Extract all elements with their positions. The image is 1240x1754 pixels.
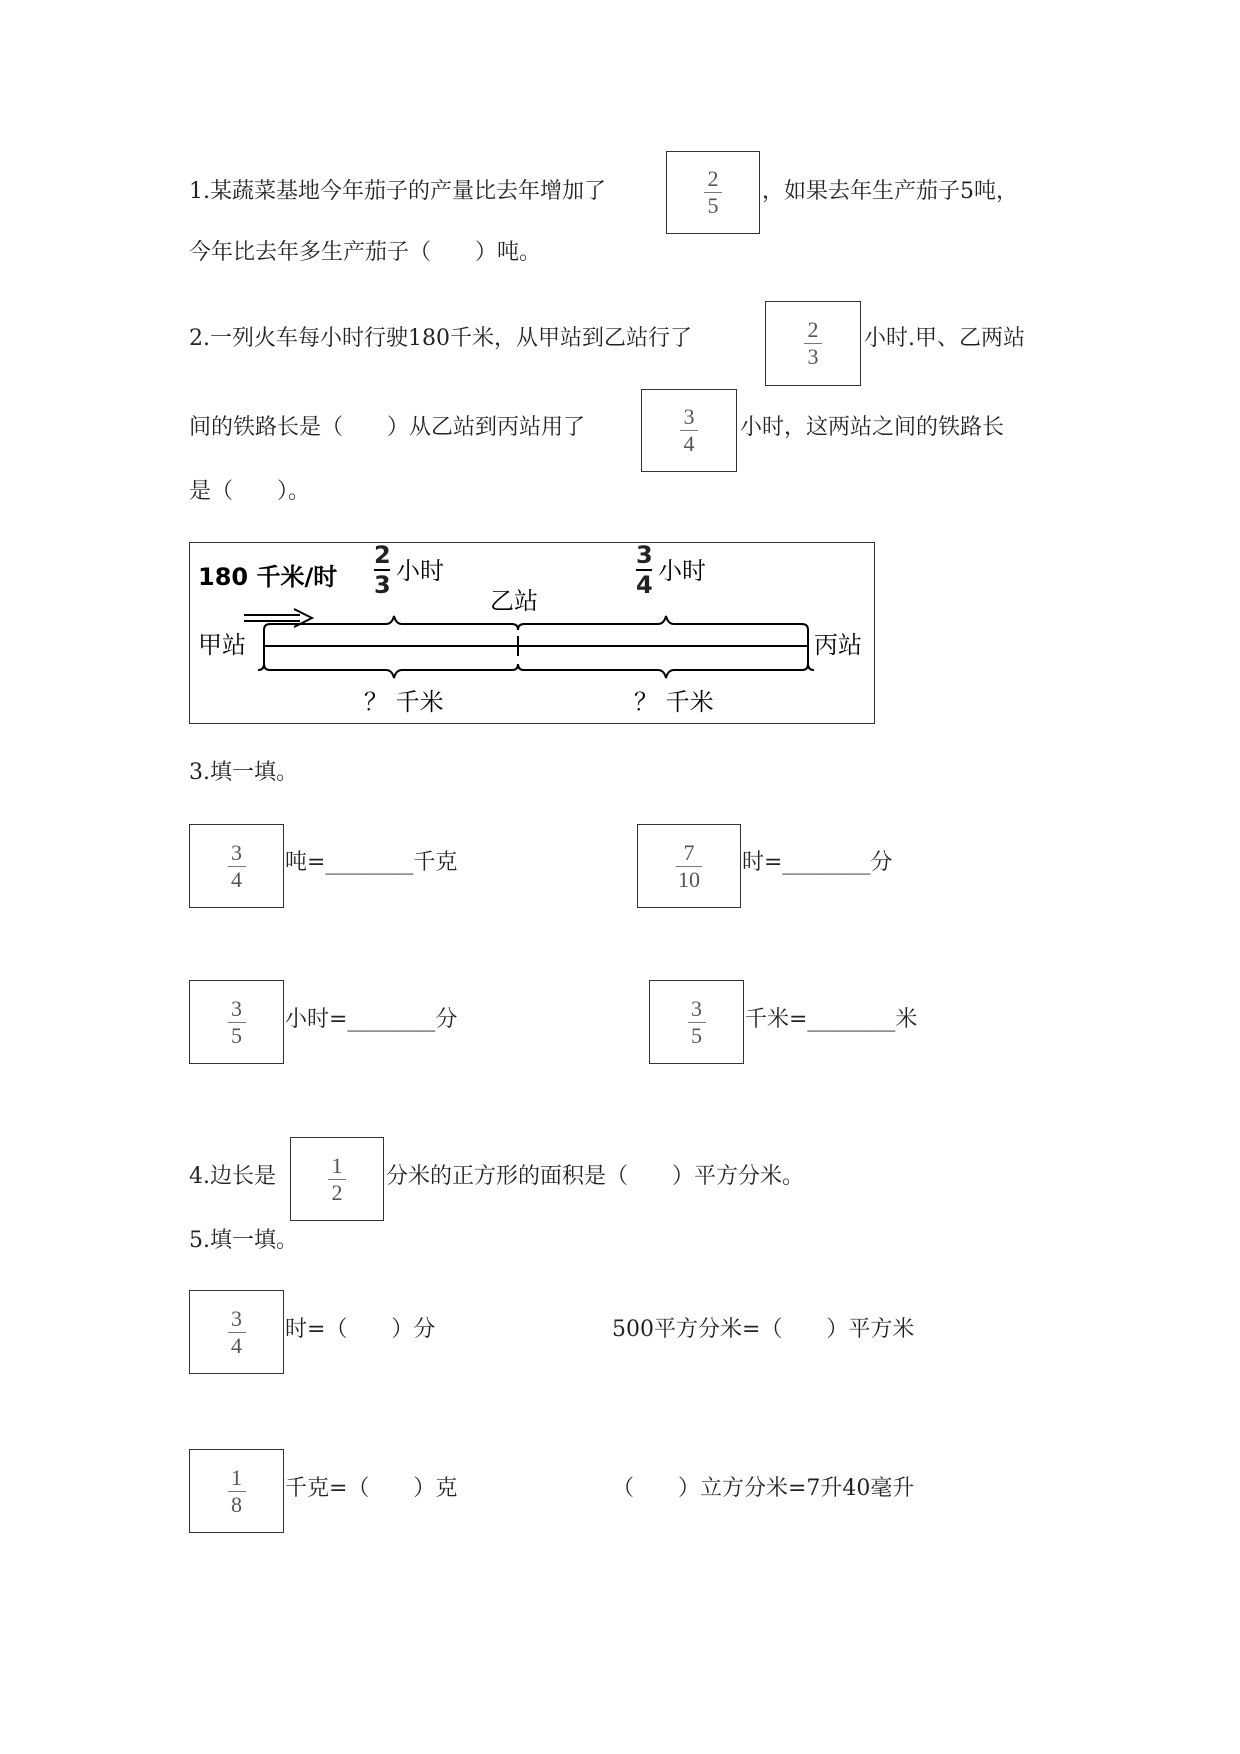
segment-1-unit: 小时 [396, 557, 444, 585]
q2-fraction-box-1 [765, 301, 861, 386]
distance-2-label: ？ 千米 [634, 688, 714, 716]
q3-fraction-box-2: $\frac{7}{10}$ [637, 824, 741, 908]
q2-fraction-box-2 [641, 389, 737, 472]
fraction-denominator: 5 [707, 193, 719, 218]
fraction-numerator: 3 [683, 404, 695, 429]
q1-fraction [704, 167, 722, 218]
q2-fraction-2 [680, 405, 698, 456]
q5-item-4-text: （ ）立方分米=7升40毫升 [612, 1476, 915, 1501]
bottom-brace [264, 664, 808, 678]
q3-item-2-text: 时=________分 [742, 850, 893, 875]
station-a-label: 甲站 [198, 631, 246, 659]
distance-1-label: ？ 千米 [364, 688, 444, 716]
q5-item-3-text: 千克=（ ）克 [285, 1476, 458, 1501]
q5-item-2-text: 500平方分米=（ ）平方米 [612, 1317, 915, 1342]
q1-text-b: ，如果去年生产茄子5吨， [762, 179, 1018, 204]
q4-text-a: 4.边长是 [189, 1164, 276, 1189]
segment-2-unit: 小时 [658, 557, 706, 585]
q5-item-1-text: 时=（ ）分 [285, 1317, 436, 1342]
q4-text-b: 分米的正方形的面积是（ ）平方分米。 [386, 1164, 805, 1189]
q2-fraction-1 [804, 318, 822, 369]
q3-fraction-box-4: $\frac{3}{5}$ [649, 980, 744, 1064]
q5-fraction-box-3: $\frac{1}{8}$ [189, 1449, 284, 1533]
station-c-label: 丙站 [814, 631, 862, 659]
fraction-numerator: 2 [807, 317, 819, 342]
train-speed-label: 180 千米/时 [198, 563, 338, 591]
segment-2-fraction: 3 4 [636, 541, 653, 599]
q3-fraction-box-1: $\frac{3}{4}$ [189, 824, 284, 908]
q1-text-a: 1.某蔬菜基地今年茄子的产量比去年增加了 [189, 179, 606, 204]
q1-fraction-box [666, 151, 760, 234]
q5-title: 5.填一填。 [189, 1228, 298, 1253]
q2-text-c: 间的铁路长是（ ）从乙站到丙站用了 [189, 415, 586, 440]
segment-1-fraction: 2 3 [374, 541, 391, 599]
q2-text-a: 2.一列火车每小时行驶180千米，从甲站到乙站行了 [189, 326, 692, 351]
q3-item-4-text: 千米=________米 [745, 1007, 918, 1032]
train-distance-diagram [189, 542, 875, 724]
fraction-numerator: 2 [707, 166, 719, 191]
q3-fraction-box-3: $\frac{3}{5}$ [189, 980, 284, 1064]
q4-fraction-box: $\frac{1}{2}$ [290, 1137, 384, 1221]
q2-text-e: 是（ ）。 [189, 479, 311, 504]
station-b-label: 乙站 [490, 587, 538, 615]
fraction-denominator: 3 [807, 344, 819, 369]
fraction-denominator: 4 [683, 431, 695, 456]
q2-text-d: 小时，这两站之间的铁路长 [740, 415, 1005, 440]
top-brace [264, 616, 808, 630]
q3-title: 3.填一填。 [189, 760, 298, 785]
q2-text-b: 小时.甲、乙两站 [864, 326, 1025, 351]
q3-item-3-text: 小时=________分 [285, 1007, 458, 1032]
q5-fraction-box-1: $\frac{3}{4}$ [189, 1290, 284, 1374]
q3-item-1-text: 吨=________千克 [285, 850, 458, 875]
q1-text-c: 今年比去年多生产茄子（ ）吨。 [189, 240, 542, 265]
